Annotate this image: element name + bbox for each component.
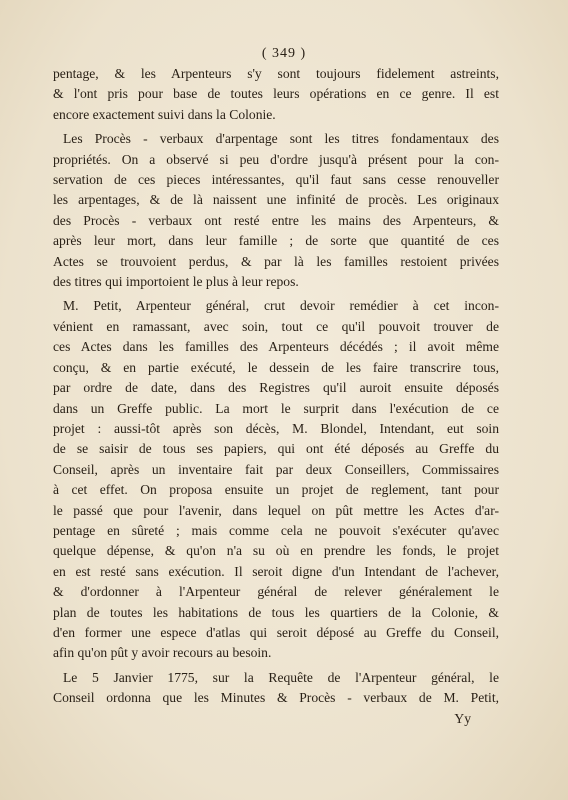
text-line: plan de toutes les habitations de tous les quartiers de la Colonie, & xyxy=(53,604,499,620)
text-line: des Procès - verbaux ont resté entre les mains des Arpenteurs, & xyxy=(53,212,499,228)
text-line: après leur mort, dans leur famille ; de sorte que quantité de ces xyxy=(53,233,499,249)
text-line: Conseil, après un inventaire fait par deux Conseillers, Commissaires xyxy=(53,461,499,477)
text-line: Le 5 Janvier 1775, sur la Requête de l'Arpenteur général, le xyxy=(63,669,499,685)
text-line: conçu, & en partie exécuté, le dessein de les faire transcrire tous, xyxy=(53,359,499,375)
text-line: quelque dépense, & qu'on n'a su où en prendre les fonds, le projet xyxy=(53,543,499,559)
text-line: ces Actes dans les familles des Arpenteurs décédés ; il avoit même xyxy=(53,339,499,355)
text-line: Les Procès - verbaux d'arpentage sont les titres fondamentaux des xyxy=(63,131,499,147)
text-line: projet : aussi-tôt après son décès, M. Blondel, Intendant, eut soin xyxy=(53,420,499,436)
text-line: Actes se trouvoient perdus, & par là les familles restoient privées xyxy=(53,253,499,269)
catchword: Yy xyxy=(454,710,471,726)
text-line: les arpentages, & de là naissent une infinité de procès. Les originaux xyxy=(53,192,499,208)
text-line: & l'ont pris pour base de toutes leurs opérations en ce genre. Il est xyxy=(53,86,499,102)
page-number: ( 349 ) xyxy=(261,46,307,61)
text-line: afin qu'on pût y avoir recours au besoin. xyxy=(53,645,272,661)
text-line: encore exactement suivi dans la Colonie. xyxy=(53,106,276,122)
text-line: pentage, & les Arpenteurs s'y sont toujours fidelement astreints, xyxy=(53,66,499,81)
body-text xyxy=(53,64,499,729)
text-line: & d'ordonner à l'Arpenteur général de relever généralement le xyxy=(53,584,499,600)
text-line: pentage en sûreté ; mais comme cela ne pouvoit s'exécuter qu'avec xyxy=(53,522,499,538)
text-line: propriétés. On a observé si peu d'ordre jusqu'à présent pour la con- xyxy=(53,151,499,167)
text-line: des titres qui importoient le plus à leur repos. xyxy=(53,274,299,290)
text-line: par ordre de date, dans des Registres qu'il auroit ensuite déposés xyxy=(53,380,499,396)
text-line: d'en former une espece d'atlas qui seroit déposé au Greffe du Conseil, xyxy=(53,624,499,640)
text-line: Conseil ordonna que les Minutes & Procès - verbaux de M. Petit, xyxy=(53,690,499,706)
text-line: le passé que pour l'avenir, dans lequel on pût mettre les Actes d'ar- xyxy=(53,502,499,518)
text-line: de se saisir de tous ses papiers, qui ont été déposés au Greffe du xyxy=(53,441,499,457)
text-line: en est resté sans exécution. Il seroit digne d'un Intendant de l'achever, xyxy=(53,563,499,579)
text-line: servation de ces pieces intéressantes, qu'il faut sans cesse renouveller xyxy=(53,172,499,188)
text-line: à cet effet. On proposa ensuite un projet de reglement, tant pour xyxy=(53,482,499,498)
text-line: dans un Greffe public. La mort le surprit dans l'exécution de ce xyxy=(53,400,499,416)
text-line: M. Petit, Arpenteur général, crut devoir remédier à cet incon- xyxy=(63,298,499,314)
text-line: vénient en ramassant, avec soin, tout ce qu'il pouvoit trouver de xyxy=(53,318,499,334)
